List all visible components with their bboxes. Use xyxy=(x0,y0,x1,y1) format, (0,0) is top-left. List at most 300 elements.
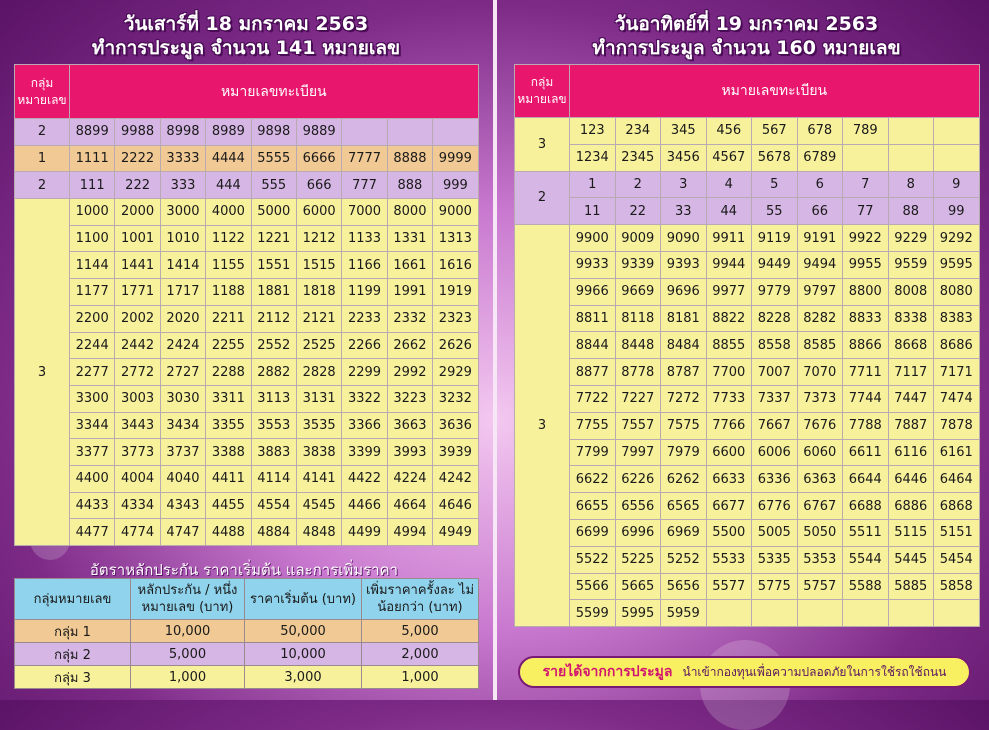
plate-number-cell: 4000 xyxy=(206,199,251,226)
plate-number-cell: 5335 xyxy=(752,546,798,573)
plate-number-cell: 9595 xyxy=(934,251,980,278)
table-row xyxy=(515,198,980,225)
ins-cell: 2,000 xyxy=(362,643,479,666)
plate-number-cell: 7 xyxy=(843,171,889,198)
table-row xyxy=(15,465,479,492)
plate-number-cell: 2 xyxy=(615,171,661,198)
plate-number-cell: 6622 xyxy=(570,466,616,493)
plate-number-cell: 6000 xyxy=(296,199,341,226)
plate-number-cell: 4664 xyxy=(387,492,432,519)
plate-number-cell: 2299 xyxy=(342,359,387,386)
plate-number-cell: 3399 xyxy=(342,439,387,466)
plate-number-cell: 5959 xyxy=(661,600,707,627)
right-title-line1: วันอาทิตย์ที่ 19 มกราคม 2563 xyxy=(614,13,879,35)
plate-number-cell: 6969 xyxy=(661,519,707,546)
plate-number-cell: 9898 xyxy=(251,119,296,146)
plate-number-cell: 4040 xyxy=(160,465,205,492)
plate-number-cell: 6688 xyxy=(843,493,889,520)
plate-number-cell: 3366 xyxy=(342,412,387,439)
plate-number-cell: 2266 xyxy=(342,332,387,359)
ins-cell: 1,000 xyxy=(131,666,245,689)
group-cell: 2 xyxy=(15,172,70,199)
plate-number-cell xyxy=(387,119,432,146)
plate-number-cell: 6226 xyxy=(615,466,661,493)
plate-number-cell: 5500 xyxy=(706,519,752,546)
plate-number-cell: 8998 xyxy=(160,119,205,146)
plate-number-cell: 7733 xyxy=(706,385,752,412)
plate-number-cell: 7799 xyxy=(570,439,616,466)
plate-number-cell: 5353 xyxy=(797,546,843,573)
table-row xyxy=(515,251,980,278)
plate-number-cell: 99 xyxy=(934,198,980,225)
plate-number-cell: 111 xyxy=(70,172,115,199)
plate-number-cell: 5588 xyxy=(843,573,889,600)
plate-number-cell: 3434 xyxy=(160,412,205,439)
banner-label: รายได้จากการประมูล xyxy=(542,664,673,680)
plate-number-cell: 1 xyxy=(570,171,616,198)
table-row xyxy=(15,279,479,306)
table-row xyxy=(515,118,980,145)
plate-number-cell xyxy=(706,600,752,627)
plate-number-cell: 333 xyxy=(160,172,205,199)
table-row xyxy=(15,359,479,386)
plate-number-cell: 7007 xyxy=(752,359,798,386)
plate-number-cell: 8338 xyxy=(888,305,934,332)
group-cell: 1 xyxy=(15,145,70,172)
table-row xyxy=(15,519,479,546)
plate-number-cell: 1919 xyxy=(433,279,478,306)
plate-number-cell: 8877 xyxy=(570,359,616,386)
plate-number-cell: 8888 xyxy=(387,145,432,172)
plate-number-cell: 1551 xyxy=(251,252,296,279)
plate-number-cell: 9797 xyxy=(797,278,843,305)
plate-number-cell: 4545 xyxy=(296,492,341,519)
plate-number-cell: 9889 xyxy=(296,119,341,146)
plate-number-cell: 567 xyxy=(752,118,798,145)
plate-number-cell: 4774 xyxy=(115,519,160,546)
plate-number-cell: 8822 xyxy=(706,305,752,332)
plate-number-cell: 1991 xyxy=(387,279,432,306)
plate-number-cell: 3939 xyxy=(433,439,478,466)
plate-number-cell: 9229 xyxy=(888,225,934,252)
plate-number-cell: 5050 xyxy=(797,519,843,546)
ins-cell: 3,000 xyxy=(245,666,362,689)
plate-number-cell xyxy=(843,600,889,627)
plate-number-cell: 222 xyxy=(115,172,160,199)
plate-number-cell: 5566 xyxy=(570,573,616,600)
plate-number-cell: 8558 xyxy=(752,332,798,359)
plate-number-cell: 1001 xyxy=(115,225,160,252)
right-group-header: กลุ่มหมายเลข xyxy=(515,65,570,118)
plate-number-cell: 1111 xyxy=(70,145,115,172)
ins-cell: 10,000 xyxy=(131,620,245,643)
plate-number-cell: 4466 xyxy=(342,492,387,519)
plate-number-cell: 6060 xyxy=(797,439,843,466)
ins-cell: 5,000 xyxy=(362,620,479,643)
plate-number-cell: 9955 xyxy=(843,251,889,278)
table-row xyxy=(515,466,980,493)
banner-text: นำเข้ากองทุนเพื่อความปลอดภัยในการใช้รถใช้ถนน xyxy=(682,664,947,679)
plate-number-cell: 1010 xyxy=(160,225,205,252)
plate-number-cell: 4646 xyxy=(433,492,478,519)
table-row xyxy=(15,145,479,172)
plate-number-cell: 5885 xyxy=(888,573,934,600)
table-row xyxy=(515,439,980,466)
plate-number-cell: 44 xyxy=(706,198,752,225)
left-number-header: หมายเลขทะเบียน xyxy=(70,65,479,119)
plate-number-cell: 3223 xyxy=(387,385,432,412)
plate-number-cell: 5000 xyxy=(251,199,296,226)
plate-number-cell: 1441 xyxy=(115,252,160,279)
plate-number-cell: 4334 xyxy=(115,492,160,519)
plate-number-cell: 77 xyxy=(843,198,889,225)
table-row xyxy=(15,305,479,332)
plate-number-cell: 9922 xyxy=(843,225,889,252)
plate-number-cell: 8484 xyxy=(661,332,707,359)
plate-number-cell: 1177 xyxy=(70,279,115,306)
plate-number-cell: 5454 xyxy=(934,546,980,573)
plate-number-cell: 5577 xyxy=(706,573,752,600)
plate-number-cell: 2929 xyxy=(433,359,478,386)
plate-number-cell: 1133 xyxy=(342,225,387,252)
plate-number-cell: 1212 xyxy=(296,225,341,252)
plate-number-cell: 5555 xyxy=(251,145,296,172)
plate-number-cell xyxy=(843,144,889,171)
plate-number-cell: 4747 xyxy=(160,519,205,546)
plate-number-cell: 22 xyxy=(615,198,661,225)
plate-number-cell: 6776 xyxy=(752,493,798,520)
plate-number-cell: 4004 xyxy=(115,465,160,492)
right-title xyxy=(514,12,979,60)
group-cell: 3 xyxy=(515,225,570,627)
plate-number-cell: 345 xyxy=(661,118,707,145)
plate-number-cell: 6565 xyxy=(661,493,707,520)
plate-number-cell: 8833 xyxy=(843,305,889,332)
plate-number-cell: 1818 xyxy=(296,279,341,306)
plate-number-cell: 6116 xyxy=(888,439,934,466)
plate-number-cell: 1414 xyxy=(160,252,205,279)
plate-number-cell: 3232 xyxy=(433,385,478,412)
plate-number-cell: 7447 xyxy=(888,385,934,412)
ins-header-deposit: หลักประกัน / หนึ่งหมายเลข (บาท) xyxy=(131,579,245,620)
plate-number-cell: 7997 xyxy=(615,439,661,466)
plate-number-cell: 8228 xyxy=(752,305,798,332)
plate-number-cell: 2662 xyxy=(387,332,432,359)
plate-number-cell: 7744 xyxy=(843,385,889,412)
plate-number-cell: 6611 xyxy=(843,439,889,466)
plate-number-cell: 7070 xyxy=(797,359,843,386)
table-row xyxy=(15,439,479,466)
plate-number-cell: 9977 xyxy=(706,278,752,305)
plate-number-cell: 5252 xyxy=(661,546,707,573)
plate-number-cell: 3300 xyxy=(70,385,115,412)
plate-number-cell: 5757 xyxy=(797,573,843,600)
plate-number-cell: 2200 xyxy=(70,305,115,332)
plate-number-cell: 9191 xyxy=(797,225,843,252)
plate-number-cell: 7272 xyxy=(661,385,707,412)
plate-number-cell: 8899 xyxy=(70,119,115,146)
plate-number-cell: 55 xyxy=(752,198,798,225)
plate-number-cell: 7337 xyxy=(752,385,798,412)
plate-number-cell: 4 xyxy=(706,171,752,198)
left-group-header: กลุ่มหมายเลข xyxy=(15,65,70,119)
table-row xyxy=(15,252,479,279)
ins-cell: 50,000 xyxy=(245,620,362,643)
plate-number-cell xyxy=(934,144,980,171)
plate-number-cell: 8448 xyxy=(615,332,661,359)
plate-number-cell: 234 xyxy=(615,118,661,145)
plate-number-cell: 6677 xyxy=(706,493,752,520)
plate-number-cell: 1515 xyxy=(296,252,341,279)
plate-number-cell: 5511 xyxy=(843,519,889,546)
plate-number-cell: 7667 xyxy=(752,412,798,439)
plate-number-cell: 6600 xyxy=(706,439,752,466)
plate-number-cell: 5151 xyxy=(934,519,980,546)
plate-number-cell: 4444 xyxy=(206,145,251,172)
plate-number-cell: 6699 xyxy=(570,519,616,546)
left-title-line2: ทำการประมูล จำนวน 141 หมายเลข xyxy=(91,37,401,59)
plate-number-cell: 2255 xyxy=(206,332,251,359)
plate-number-cell: 1144 xyxy=(70,252,115,279)
table-row xyxy=(515,144,980,171)
plate-number-cell: 6996 xyxy=(615,519,661,546)
plate-number-cell: 8787 xyxy=(661,359,707,386)
plate-number-cell: 2222 xyxy=(115,145,160,172)
plate-number-cell: 123 xyxy=(570,118,616,145)
plate-number-cell: 3456 xyxy=(661,144,707,171)
plate-number-cell: 4499 xyxy=(342,519,387,546)
plate-number-cell: 6464 xyxy=(934,466,980,493)
plate-number-cell: 2244 xyxy=(70,332,115,359)
plate-number-cell: 2277 xyxy=(70,359,115,386)
plate-number-cell: 66 xyxy=(797,198,843,225)
plate-number-cell: 5522 xyxy=(570,546,616,573)
plate-number-cell: 88 xyxy=(888,198,934,225)
plate-number-cell: 4994 xyxy=(387,519,432,546)
plate-number-cell: 8686 xyxy=(934,332,980,359)
plate-number-cell xyxy=(888,118,934,145)
plate-number-cell: 2112 xyxy=(251,305,296,332)
plate-number-cell: 8855 xyxy=(706,332,752,359)
plate-number-cell: 7373 xyxy=(797,385,843,412)
table-row xyxy=(515,305,980,332)
ins-header-start-price: ราคาเริ่มต้น (บาท) xyxy=(245,579,362,620)
plate-number-cell: 9494 xyxy=(797,251,843,278)
right-number-table xyxy=(514,64,980,627)
plate-number-cell: 2442 xyxy=(115,332,160,359)
plate-number-cell: 1234 xyxy=(570,144,616,171)
group-cell: 3 xyxy=(515,118,570,172)
plate-number-cell: 1000 xyxy=(70,199,115,226)
plate-number-cell: 6655 xyxy=(570,493,616,520)
plate-number-cell: 3883 xyxy=(251,439,296,466)
plate-number-cell: 1122 xyxy=(206,225,251,252)
plate-number-cell: 7777 xyxy=(342,145,387,172)
plate-number-cell: 9933 xyxy=(570,251,616,278)
plate-number-cell: 3355 xyxy=(206,412,251,439)
plate-number-cell: 1717 xyxy=(160,279,205,306)
plate-number-cell: 7700 xyxy=(706,359,752,386)
plate-number-cell: 3113 xyxy=(251,385,296,412)
plate-number-cell: 2727 xyxy=(160,359,205,386)
plate-number-cell: 11 xyxy=(570,198,616,225)
plate-number-cell: 2121 xyxy=(296,305,341,332)
plate-number-cell: 8080 xyxy=(934,278,980,305)
plate-number-cell: 2992 xyxy=(387,359,432,386)
table-row xyxy=(15,385,479,412)
plate-number-cell: 9449 xyxy=(752,251,798,278)
plate-number-cell: 8811 xyxy=(570,305,616,332)
plate-number-cell: 9669 xyxy=(615,278,661,305)
plate-number-cell: 7878 xyxy=(934,412,980,439)
plate-number-cell xyxy=(797,600,843,627)
plate-number-cell: 6262 xyxy=(661,466,707,493)
plate-number-cell: 6363 xyxy=(797,466,843,493)
plate-number-cell: 5775 xyxy=(752,573,798,600)
plate-number-cell: 9000 xyxy=(433,199,478,226)
table-row xyxy=(515,359,980,386)
table-row xyxy=(515,573,980,600)
plate-number-cell: 8383 xyxy=(934,305,980,332)
plate-number-cell: 6767 xyxy=(797,493,843,520)
group-cell: 3 xyxy=(15,199,70,546)
plate-number-cell: 2828 xyxy=(296,359,341,386)
plate-number-cell: 2002 xyxy=(115,305,160,332)
page-divider xyxy=(493,0,497,700)
plate-number-cell: 4343 xyxy=(160,492,205,519)
insurance-table xyxy=(14,578,479,689)
plate-number-cell: 7676 xyxy=(797,412,843,439)
plate-number-cell: 3377 xyxy=(70,439,115,466)
plate-number-cell: 555 xyxy=(251,172,296,199)
plate-number-cell: 3636 xyxy=(433,412,478,439)
plate-number-cell: 6633 xyxy=(706,466,752,493)
plate-number-cell: 6336 xyxy=(752,466,798,493)
plate-number-cell: 1100 xyxy=(70,225,115,252)
table-row xyxy=(515,493,980,520)
plate-number-cell: 3773 xyxy=(115,439,160,466)
table-row xyxy=(15,225,479,252)
plate-number-cell: 3131 xyxy=(296,385,341,412)
plate-number-cell: 3322 xyxy=(342,385,387,412)
plate-number-cell: 4567 xyxy=(706,144,752,171)
plate-number-cell: 7788 xyxy=(843,412,889,439)
table-row xyxy=(15,412,479,439)
plate-number-cell: 4411 xyxy=(206,465,251,492)
plate-number-cell: 3838 xyxy=(296,439,341,466)
table-row xyxy=(15,119,479,146)
plate-number-cell: 6006 xyxy=(752,439,798,466)
plate-number-cell: 3 xyxy=(661,171,707,198)
plate-number-cell: 9988 xyxy=(115,119,160,146)
plate-number-cell: 7227 xyxy=(615,385,661,412)
ins-cell: กลุ่ม 2 xyxy=(15,643,131,666)
plate-number-cell: 4455 xyxy=(206,492,251,519)
plate-number-cell: 4488 xyxy=(206,519,251,546)
table-row xyxy=(15,199,479,226)
plate-number-cell: 8844 xyxy=(570,332,616,359)
plate-number-cell: 8008 xyxy=(888,278,934,305)
plate-number-cell: 2882 xyxy=(251,359,296,386)
plate-number-cell: 3443 xyxy=(115,412,160,439)
plate-number-cell: 7171 xyxy=(934,359,980,386)
table-row xyxy=(515,412,980,439)
plate-number-cell: 5533 xyxy=(706,546,752,573)
table-row xyxy=(15,332,479,359)
plate-number-cell: 9009 xyxy=(615,225,661,252)
plate-number-cell: 1881 xyxy=(251,279,296,306)
group-cell: 2 xyxy=(15,119,70,146)
plate-number-cell: 3553 xyxy=(251,412,296,439)
plate-number-cell: 4114 xyxy=(251,465,296,492)
left-title xyxy=(14,12,478,60)
plate-number-cell: 5005 xyxy=(752,519,798,546)
plate-number-cell: 3993 xyxy=(387,439,432,466)
table-row xyxy=(15,492,479,519)
plate-number-cell: 8282 xyxy=(797,305,843,332)
plate-number-cell: 7575 xyxy=(661,412,707,439)
plate-number-cell: 2626 xyxy=(433,332,478,359)
plate-number-cell: 2000 xyxy=(115,199,160,226)
left-number-table xyxy=(14,64,479,546)
plate-number-cell: 4224 xyxy=(387,465,432,492)
plate-number-cell: 6556 xyxy=(615,493,661,520)
plate-number-cell: 3344 xyxy=(70,412,115,439)
ins-header-increment: เพิ่มราคาครั้งละ ไม่น้อยกว่า (บาท) xyxy=(362,579,479,620)
plate-number-cell: 4848 xyxy=(296,519,341,546)
plate-number-cell: 3663 xyxy=(387,412,432,439)
plate-number-cell xyxy=(752,600,798,627)
plate-number-cell: 9119 xyxy=(752,225,798,252)
plate-number-cell: 6161 xyxy=(934,439,980,466)
right-title-line2: ทำการประมูล จำนวน 160 หมายเลข xyxy=(592,37,901,59)
plate-number-cell: 9999 xyxy=(433,145,478,172)
plate-number-cell xyxy=(934,118,980,145)
plate-number-cell: 2211 xyxy=(206,305,251,332)
plate-number-cell xyxy=(888,600,934,627)
plate-number-cell: 6666 xyxy=(296,145,341,172)
plate-number-cell: 7711 xyxy=(843,359,889,386)
plate-number-cell: 678 xyxy=(797,118,843,145)
plate-number-cell: 7755 xyxy=(570,412,616,439)
plate-number-cell: 3030 xyxy=(160,385,205,412)
plate-number-cell: 1166 xyxy=(342,252,387,279)
plate-number-cell: 1313 xyxy=(433,225,478,252)
plate-number-cell: 5115 xyxy=(888,519,934,546)
plate-number-cell: 1188 xyxy=(206,279,251,306)
plate-number-cell: 8778 xyxy=(615,359,661,386)
plate-number-cell: 7979 xyxy=(661,439,707,466)
table-row xyxy=(515,171,980,198)
plate-number-cell: 2020 xyxy=(160,305,205,332)
plate-number-cell: 2424 xyxy=(160,332,205,359)
ins-cell: 10,000 xyxy=(245,643,362,666)
plate-number-cell: 4884 xyxy=(251,519,296,546)
group-cell: 2 xyxy=(515,171,570,225)
plate-number-cell: 5678 xyxy=(752,144,798,171)
plate-number-cell: 5225 xyxy=(615,546,661,573)
plate-number-cell: 4141 xyxy=(296,465,341,492)
plate-number-cell: 444 xyxy=(206,172,251,199)
plate-number-cell: 8800 xyxy=(843,278,889,305)
plate-number-cell: 7722 xyxy=(570,385,616,412)
plate-number-cell: 8866 xyxy=(843,332,889,359)
plate-number-cell: 9 xyxy=(934,171,980,198)
plate-number-cell: 8118 xyxy=(615,305,661,332)
plate-number-cell: 9696 xyxy=(661,278,707,305)
plate-number-cell: 9559 xyxy=(888,251,934,278)
plate-number-cell: 5599 xyxy=(570,600,616,627)
